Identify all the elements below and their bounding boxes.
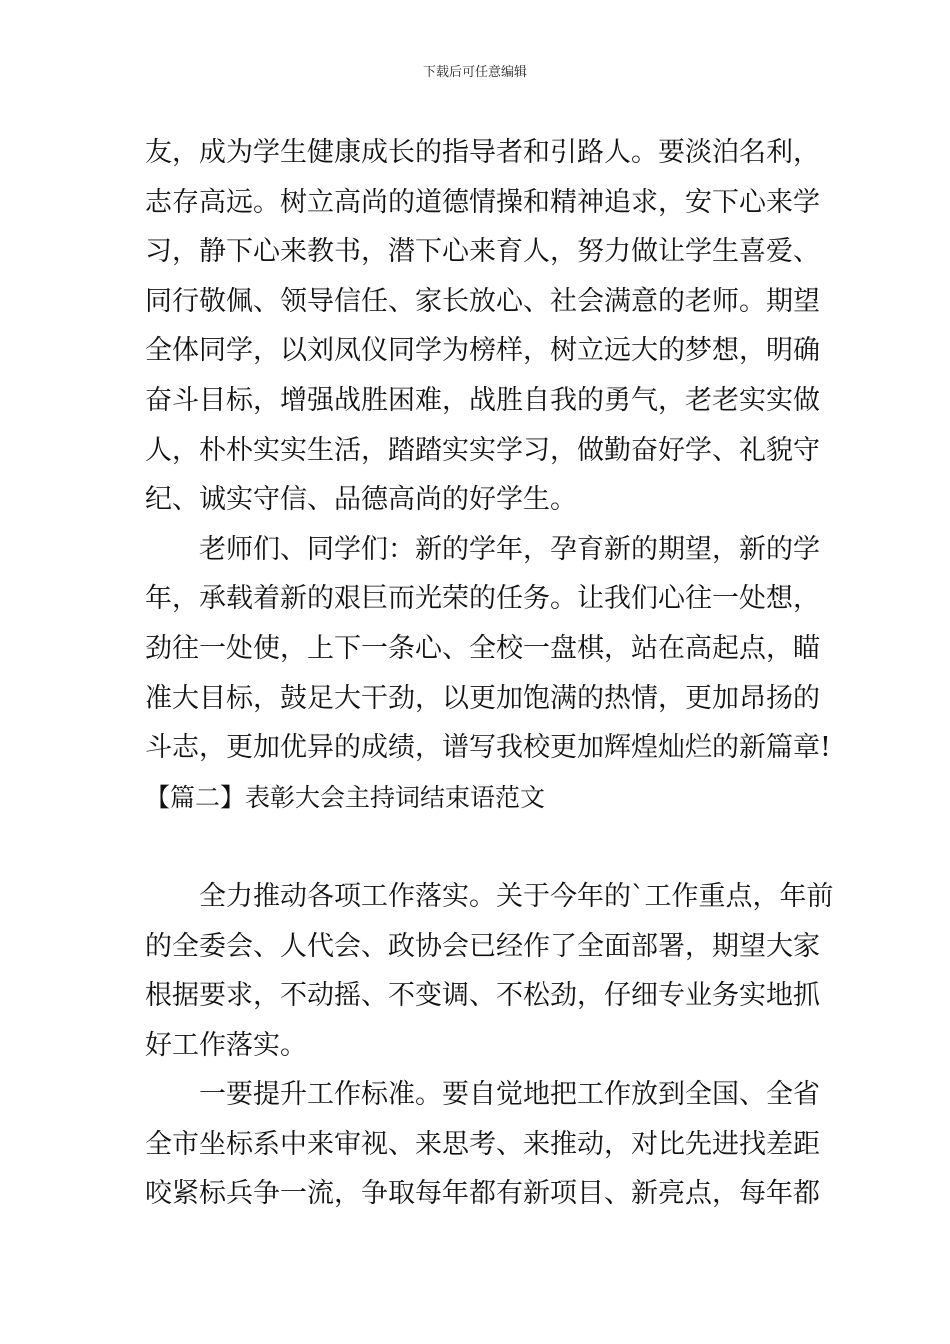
text-line: 奋斗目标，增强战胜困难，战胜自我的勇气，老老实实做 <box>145 384 820 416</box>
text-line: 根据要求，不动摇、不变调、不松劲，仔细专业务实地抓 <box>145 980 820 1012</box>
text-line: 咬紧标兵争一流，争取每年都有新项目、新亮点，每年都 <box>145 1178 820 1210</box>
text-line: 全市坐标系中来审视、来思考、来推动，对比先进找差距 <box>145 1128 820 1160</box>
page-header: 下载后可任意编辑 <box>422 65 527 80</box>
text-line: 一要提升工作标准。要自觉地把工作放到全国、全省 <box>199 1079 820 1111</box>
text-line: 全力推动各项工作落实。关于今年的`工作重点，年前 <box>199 880 834 912</box>
text-line: 友，成为学生健康成长的指导者和引路人。要淡泊名利， <box>145 137 820 168</box>
text-line: 同行敬佩、领导信任、家长放心、社会满意的老师。期望 <box>145 285 820 317</box>
text-line: 人，朴朴实实生活，踏踏实实学习，做勤奋好学、礼貌守 <box>145 434 820 466</box>
text-line: 劲往一处使，上下一条心、全校一盘棋，站在高起点，瞄 <box>145 632 820 664</box>
text-line: 习，静下心来教书，潜下心来育人，努力做让学生喜爱、 <box>145 236 820 268</box>
text-line: 好工作落实。 <box>145 1029 307 1061</box>
section-title: 【篇二】表彰大会主持词结束语范文 <box>145 782 546 812</box>
paragraph <box>145 525 831 773</box>
paragraph <box>145 128 820 525</box>
text-line: 的全委会、人代会、政协会已经作了全面部署，期望大家 <box>145 930 820 962</box>
paragraph <box>145 872 834 1070</box>
text-line: 老师们、同学们：新的学年，孕育新的期望，新的学 <box>199 533 820 565</box>
blank-line <box>145 822 807 872</box>
paragraph <box>145 1070 820 1219</box>
text-line: 志存高远。树立高尚的道德情操和精神追求，安下心来学 <box>145 186 820 218</box>
text-line: 准大目标，鼓足大干劲，以更加饱满的热情，更加昂扬的 <box>145 682 820 714</box>
text-line: 斗志，更加优异的成绩，谱写我校更加辉煌灿烂的新篇章! <box>145 732 831 764</box>
text-line: 纪、诚实守信、品德高尚的好学生。 <box>145 484 577 516</box>
text-line: 年，承载着新的艰巨而光荣的任务。让我们心往一处想， <box>145 583 820 615</box>
document-body <box>145 128 834 1219</box>
text-line: 全体同学，以刘凤仪同学为榜样，树立远大的梦想，明确 <box>145 335 820 367</box>
